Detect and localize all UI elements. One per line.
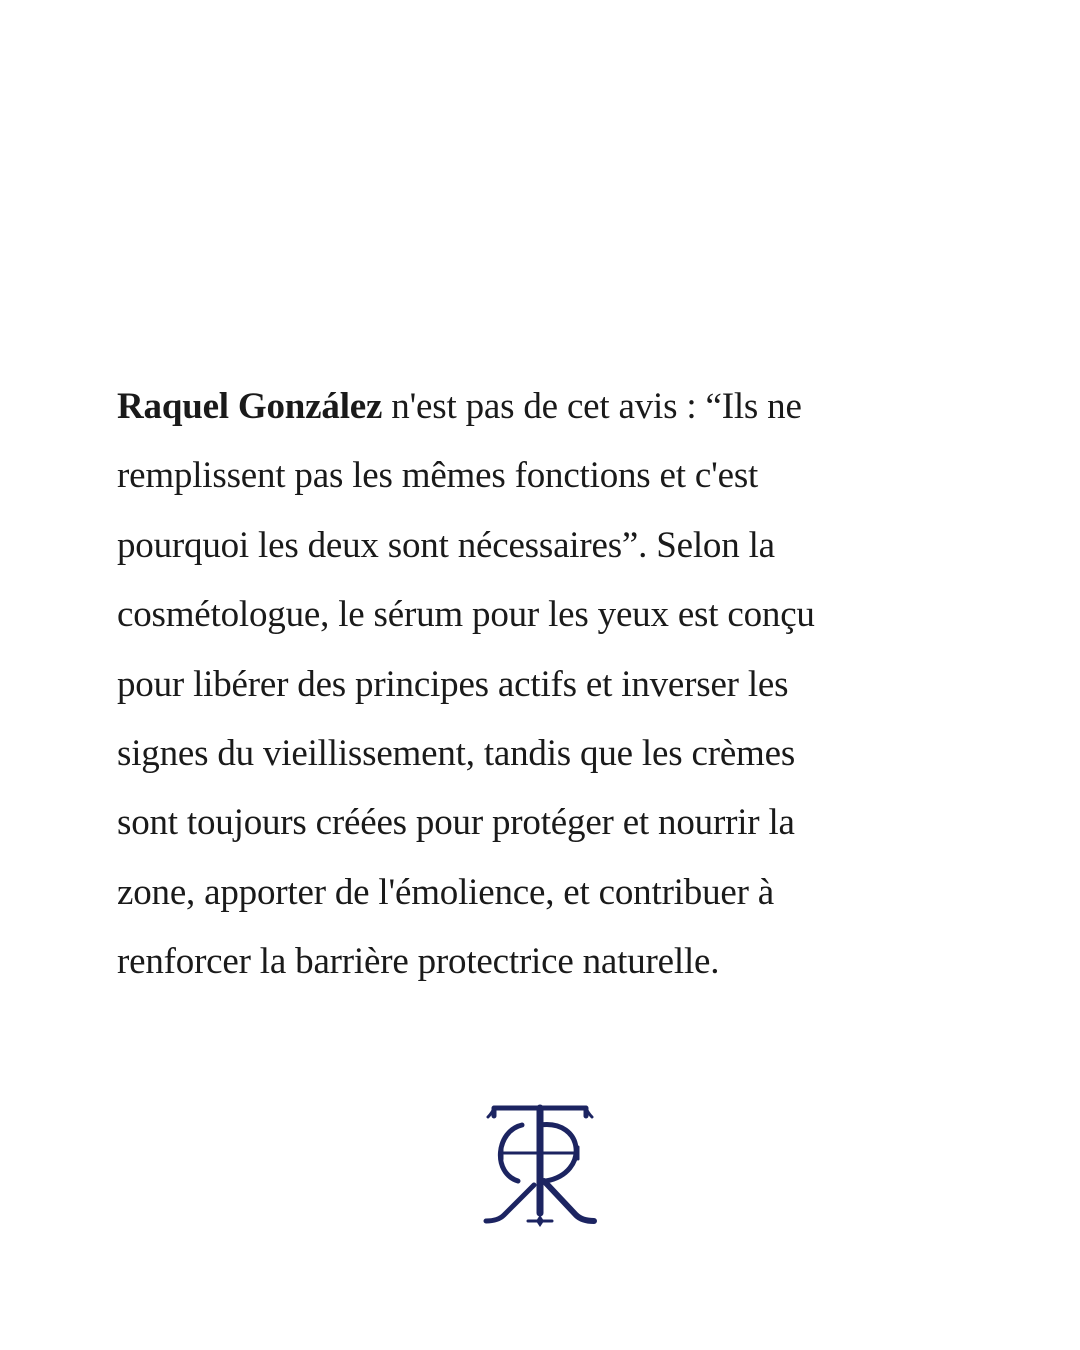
paragraph-line-2: remplissent pas les mêmes fonctions et c'est [117, 455, 759, 497]
paragraph-line-1 [117, 372, 967, 441]
paragraph-line-8: zone, apporter de l'émolience, et contribuer à [117, 871, 774, 913]
paragraph-line-4: cosmétologue, le sérum pour les yeux est conçu [117, 594, 815, 636]
paragraph-line-7: sont toujours créées pour protéger et nourrir la [117, 802, 795, 844]
author-name: Raquel González [117, 386, 383, 427]
tr-monogram-logo-icon [478, 1103, 602, 1229]
paragraph-line-9: renforcer la barrière protectrice naturelle. [117, 941, 720, 983]
article-paragraph [117, 372, 967, 997]
paragraph-line-5: pour libérer des principes actifs et inverser les [117, 663, 789, 705]
paragraph-line-3: pourquoi les deux sont nécessaires”. Selon la [117, 524, 775, 566]
paragraph-line-6: signes du vieillissement, tandis que les crèmes [117, 733, 796, 775]
paragraph-line-1-text: n'est pas de cet avis : “Ils ne [382, 386, 802, 427]
